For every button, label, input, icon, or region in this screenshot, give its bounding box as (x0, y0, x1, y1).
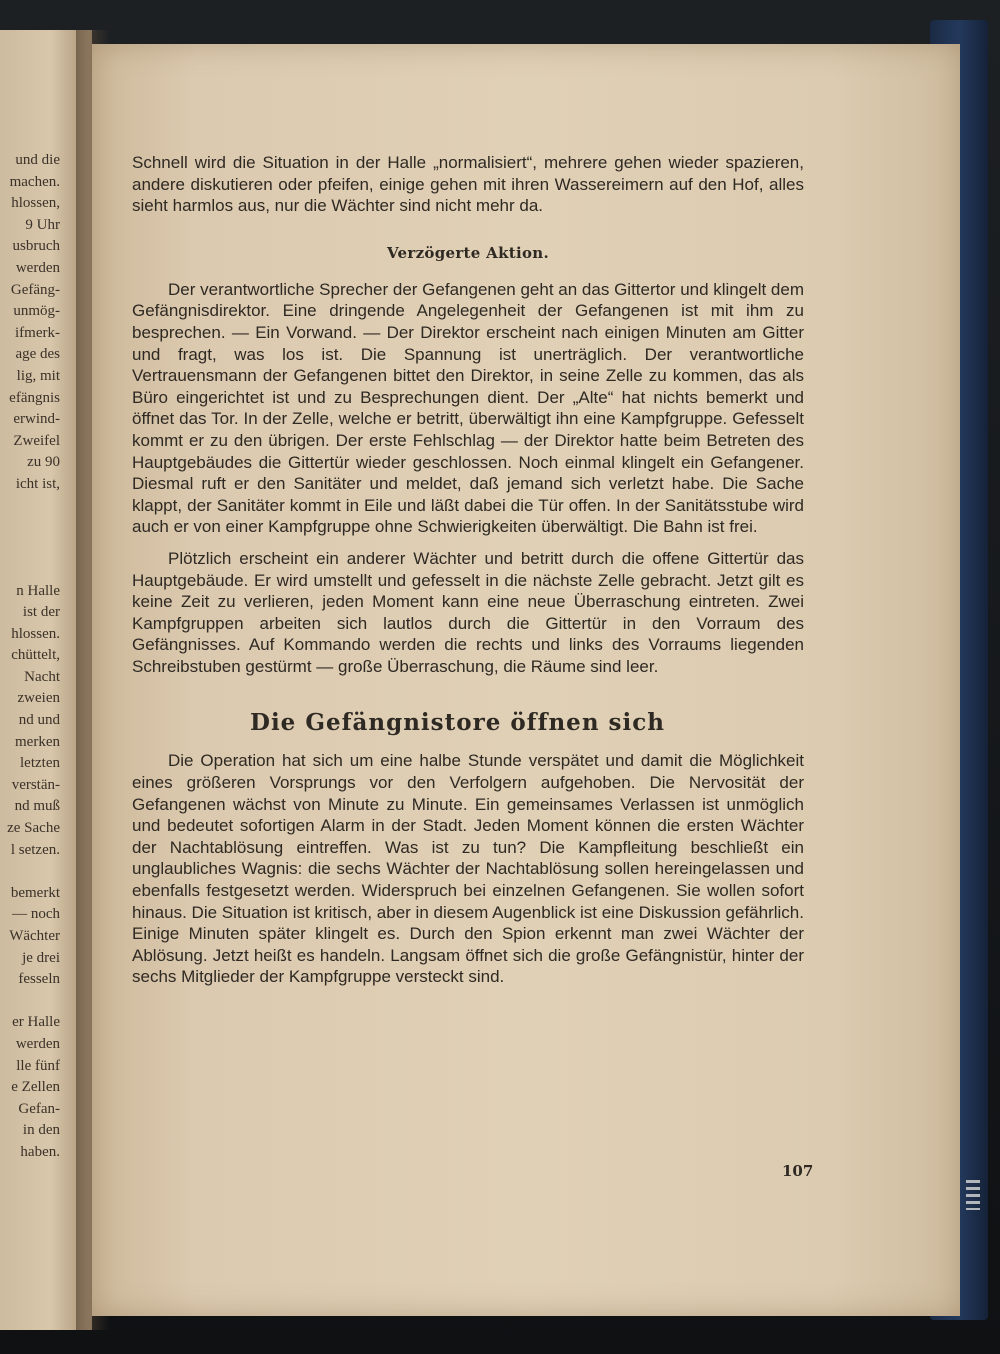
left-page-line: fesseln (18, 971, 60, 988)
left-page-line: lig, mit (16, 367, 60, 384)
left-page-line: letzten (20, 755, 60, 772)
left-page-line: zu 90 (27, 454, 60, 471)
left-page-line: merken (15, 733, 60, 750)
left-page-line: in den (22, 1122, 60, 1139)
left-page-line: verstän- (11, 776, 60, 793)
left-page-line: je drei (22, 949, 60, 966)
left-page-line (0, 991, 60, 1013)
section-heading: Die Gefängnistore öffnen sich (250, 709, 665, 737)
page-content (132, 152, 804, 988)
paragraph-2: Der verantwortliche Sprecher der Gefangenen geht an das Gittertor und klingelt dem Gefängnisdirektor. Eine dringende Angelegenheit der Gefangenen ist mit ihm zu besprechen. — Ein Vorwand. — Der Direktor erscheint nach einigen Minuten am Gitter und fragt, was los ist. Die Spannung ist unerträglich. Der verantwortliche Vertrauensmann der Gefangenen bittet den Direktor, in seine Zelle zu kommen, das als Büro eingerichtet ist und zu Besprechungen dient. Der „Alte“ hat nichts bemerkt und öffnet das Tor. In der Zelle, welche er betritt, überwältigt ihn eine Kampfgruppe. Gefesselt kommt er zu den übrigen. Der erste Fehlschlag — der Direktor hatte beim Betreten des Hauptgebäudes die Gittertür wieder geschlossen. Noch einmal klingelt ein Gefangener. Diesmal ruft er den Sanitäter und meldet, daß jemand sich verletzt habe. Die Sache klappt, der Sanitäter kommt in Eile und läßt dabei die Tür offen. In der Sanitätsstube wird auch er von einer Kampfgruppe ohne Schwierigkeiten überwältigt. Die Bahn ist frei. (132, 279, 804, 537)
page-number: 107 (782, 1162, 814, 1180)
left-page-line: l setzen. (10, 841, 60, 858)
left-page-line: werden (15, 1035, 60, 1052)
left-page-line: lle fünf (16, 1057, 60, 1074)
left-page-line: Zweifel (13, 432, 60, 449)
right-page (92, 44, 960, 1316)
paragraph-1: Schnell wird die Situation in der Halle „normalisiert“, mehrere gehen wieder spazieren, andere diskutieren oder pfeifen, einige gehen mit ihren Wassereimern auf den Hof, alles sieht harmlos aus, nur die Wächter sind nicht mehr da. (132, 153, 804, 216)
left-page-line: usbruch (12, 238, 60, 255)
left-page-line: erwind- (13, 411, 60, 428)
left-page-line: 9 Uhr (25, 216, 60, 233)
left-page-line (0, 861, 60, 883)
left-page-line: ze Sache (7, 820, 60, 837)
left-page-line: — noch (12, 906, 60, 923)
left-page-line: Gefan- (18, 1100, 60, 1117)
left-page-line: haben. (20, 1143, 60, 1160)
paragraph-3: Plötzlich erscheint ein anderer Wächter und betritt durch die offene Gittertür das Hauptgebäude. Er wird umstellt und gefesselt in die nächste Zelle gebracht. Jetzt gilt es keine Zeit zu verlieren, jeden Moment kann eine neue Überraschung eintreten. Zwei Kampfgruppen arbeiten sich lautlos durch die Gittertür in den Vorraum des Gefängnisses. Auf Kommando werden die rechts und links des Vorraums liegenden Schreibstuben gestürmt — große Überraschung, die Räume sind leer. (132, 548, 804, 676)
left-page-line: Nacht (24, 668, 60, 685)
left-page-line: unmög- (13, 303, 60, 320)
left-page-line: ist der (22, 604, 60, 621)
left-page-line: nd und (18, 712, 60, 729)
left-page-line: efängnis (9, 389, 60, 406)
left-page-line: age des (15, 346, 60, 363)
section-subheading: Verzögerte Aktion. (386, 243, 550, 262)
left-page-line: hlossen. (11, 625, 60, 642)
left-page-line: Gefäng- (10, 281, 60, 298)
left-page-line: Wächter (9, 928, 60, 944)
left-page-line: chüttelt, (11, 647, 60, 664)
cover-marking (966, 1180, 980, 1210)
left-page-line: hlossen, (11, 195, 60, 212)
left-page-text (0, 150, 60, 1164)
left-page-line: er Halle (12, 1014, 60, 1031)
left-page-line: icht ist, (15, 475, 60, 492)
left-page-line: und die (15, 152, 60, 168)
left-page-line: machen. (9, 173, 60, 190)
left-page-line: n Halle (16, 582, 60, 599)
left-page-line: werden (15, 259, 60, 276)
left-page-line: zweien (17, 690, 60, 707)
left-page-line: ifmerk- (15, 324, 60, 341)
paragraph-4: Die Operation hat sich um eine halbe Stunde verspätet und damit die Möglichkeit eines größeren Vorsprungs vor den Verfolgern aufgehoben. Die Nervosität der Gefangenen wächst von Minute zu Minute. Ein gemeinsames Verlassen ist unmöglich und bedeutet sofortigen Alarm in der Stadt. Jeden Moment können die ersten Wächter der Nachtablösung eintreffen. Was ist zu tun? Die Kampfleitung beschließt ein unglaubliches Wagnis: die sechs Wächter der Nachtablösung sollen hereingelassen und ebenfalls festgesetzt werden. Widerspruch bei einzelnen Gefangenen. Sie wollen sofort hinaus. Die Situation ist kritisch, aber in diesem Augenblick ist eine Diskussion gefährlich. Einige Minuten später klingelt es. Durch den Spion erkennt man zwei Wächter der Ablösung. Jetzt heißt es handeln. Langsam öffnet sich die große Gefängnistür, hinter der sechs Mitglieder der Kampfgruppe versteckt sind. (132, 751, 804, 987)
left-page-line: nd muß (14, 798, 60, 815)
left-page-line: e Zellen (11, 1079, 60, 1096)
left-page-gap (0, 496, 60, 581)
left-page-line: bemerkt (10, 884, 60, 901)
